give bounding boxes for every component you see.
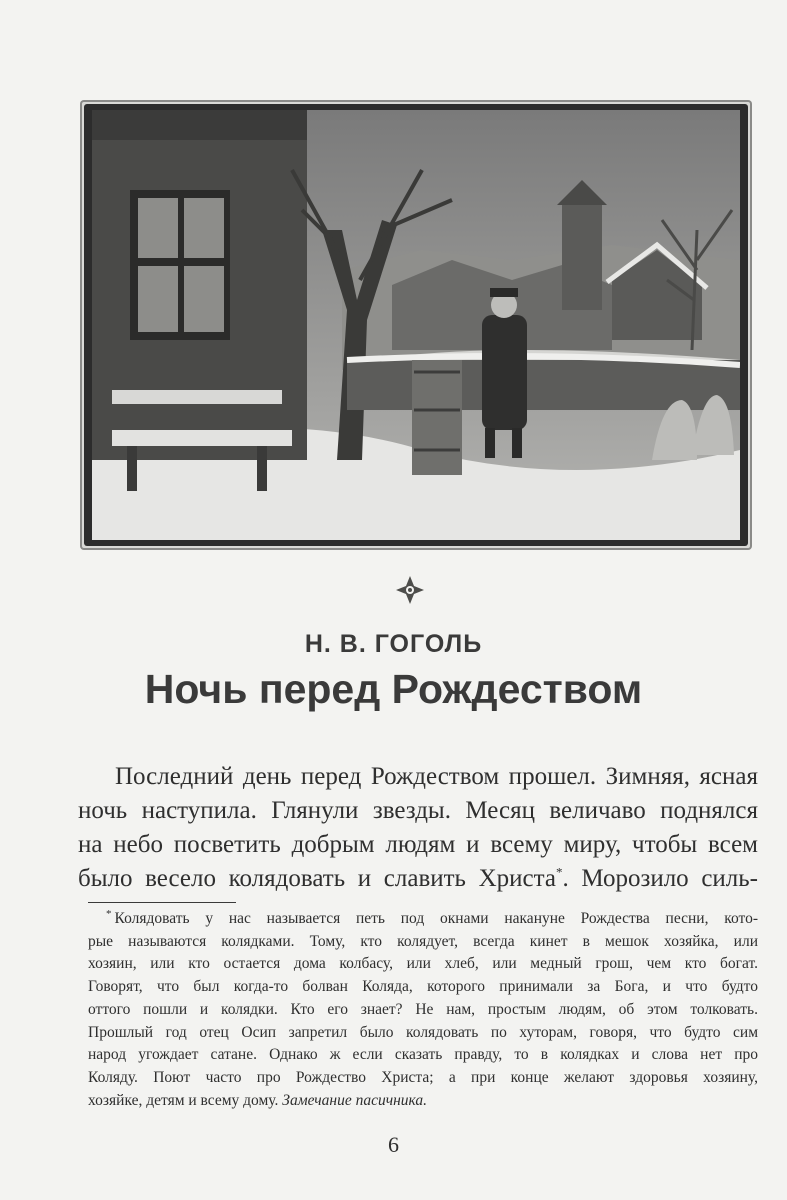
author-name: Н. В. ГОГОЛЬ: [304, 630, 483, 658]
body-line: Последний день перед Рождеством прошел. Зимняя, ясная: [115, 763, 758, 790]
winter-village-illustration: [80, 100, 752, 550]
footnote-line-text: хозяйке, детям и всему дому.: [88, 1091, 279, 1109]
illustration-picture: [92, 110, 740, 540]
footnote-line: Коляду. Поют часто про Рождество Христа; а при конце желают здоровья хозяину,: [88, 1068, 758, 1086]
footnote: [88, 908, 758, 1112]
footnote-line: хозяин, или кто остается дома колбасу, или хлеб, или медный грош, чем кто богат.: [88, 955, 758, 973]
footnote-line: Говорят, что был когда-то болван Коляда, которого принимали за Бога, и что будто: [88, 978, 758, 996]
page-number: 6: [388, 1132, 399, 1157]
footnote-line-text: Колядовать у нас называется петь под окнами накануне Рождества песни, кото-: [114, 910, 758, 927]
footnote-mark: *: [106, 907, 112, 920]
footnote-line-last: [88, 1090, 758, 1113]
body-text-fragment: . Морозило силь-: [562, 865, 758, 892]
footnote-line: Прошлый год отец Осип запретил было колядовать по хуторам, говоря, что будто сим: [88, 1023, 758, 1041]
footnote-line: народ угождает сатане. Однако ж если сказать правду, то в колядках и слова нет про: [88, 1046, 758, 1064]
body-text-fragment: было весело колядовать и славить Христа: [78, 865, 556, 892]
body-paragraph: [78, 760, 758, 896]
footnote-divider: [88, 902, 236, 903]
footnote-line: рые называются колядками. Тому, кто колядует, всегда кинет в мешок хозяйка, или: [88, 932, 758, 950]
body-line: ночь наступила. Глянули звезды. Месяц величаво поднялся: [78, 797, 758, 824]
story-title: Ночь перед Рождеством: [144, 666, 643, 712]
footnote-line: оттого пошли и колядки. Кто его знает? Не нам, простым людям, об этом толковать.: [88, 1000, 758, 1018]
floral-ornament-icon: [395, 575, 425, 610]
footnote-signature: Замечание пасичника.: [282, 1091, 428, 1109]
footnote-reference: *: [555, 864, 563, 880]
body-line-last: [78, 862, 758, 896]
footnote-line: [88, 908, 758, 931]
body-line: на небо посветить добрым людям и всему миру, чтобы всем: [78, 831, 758, 858]
